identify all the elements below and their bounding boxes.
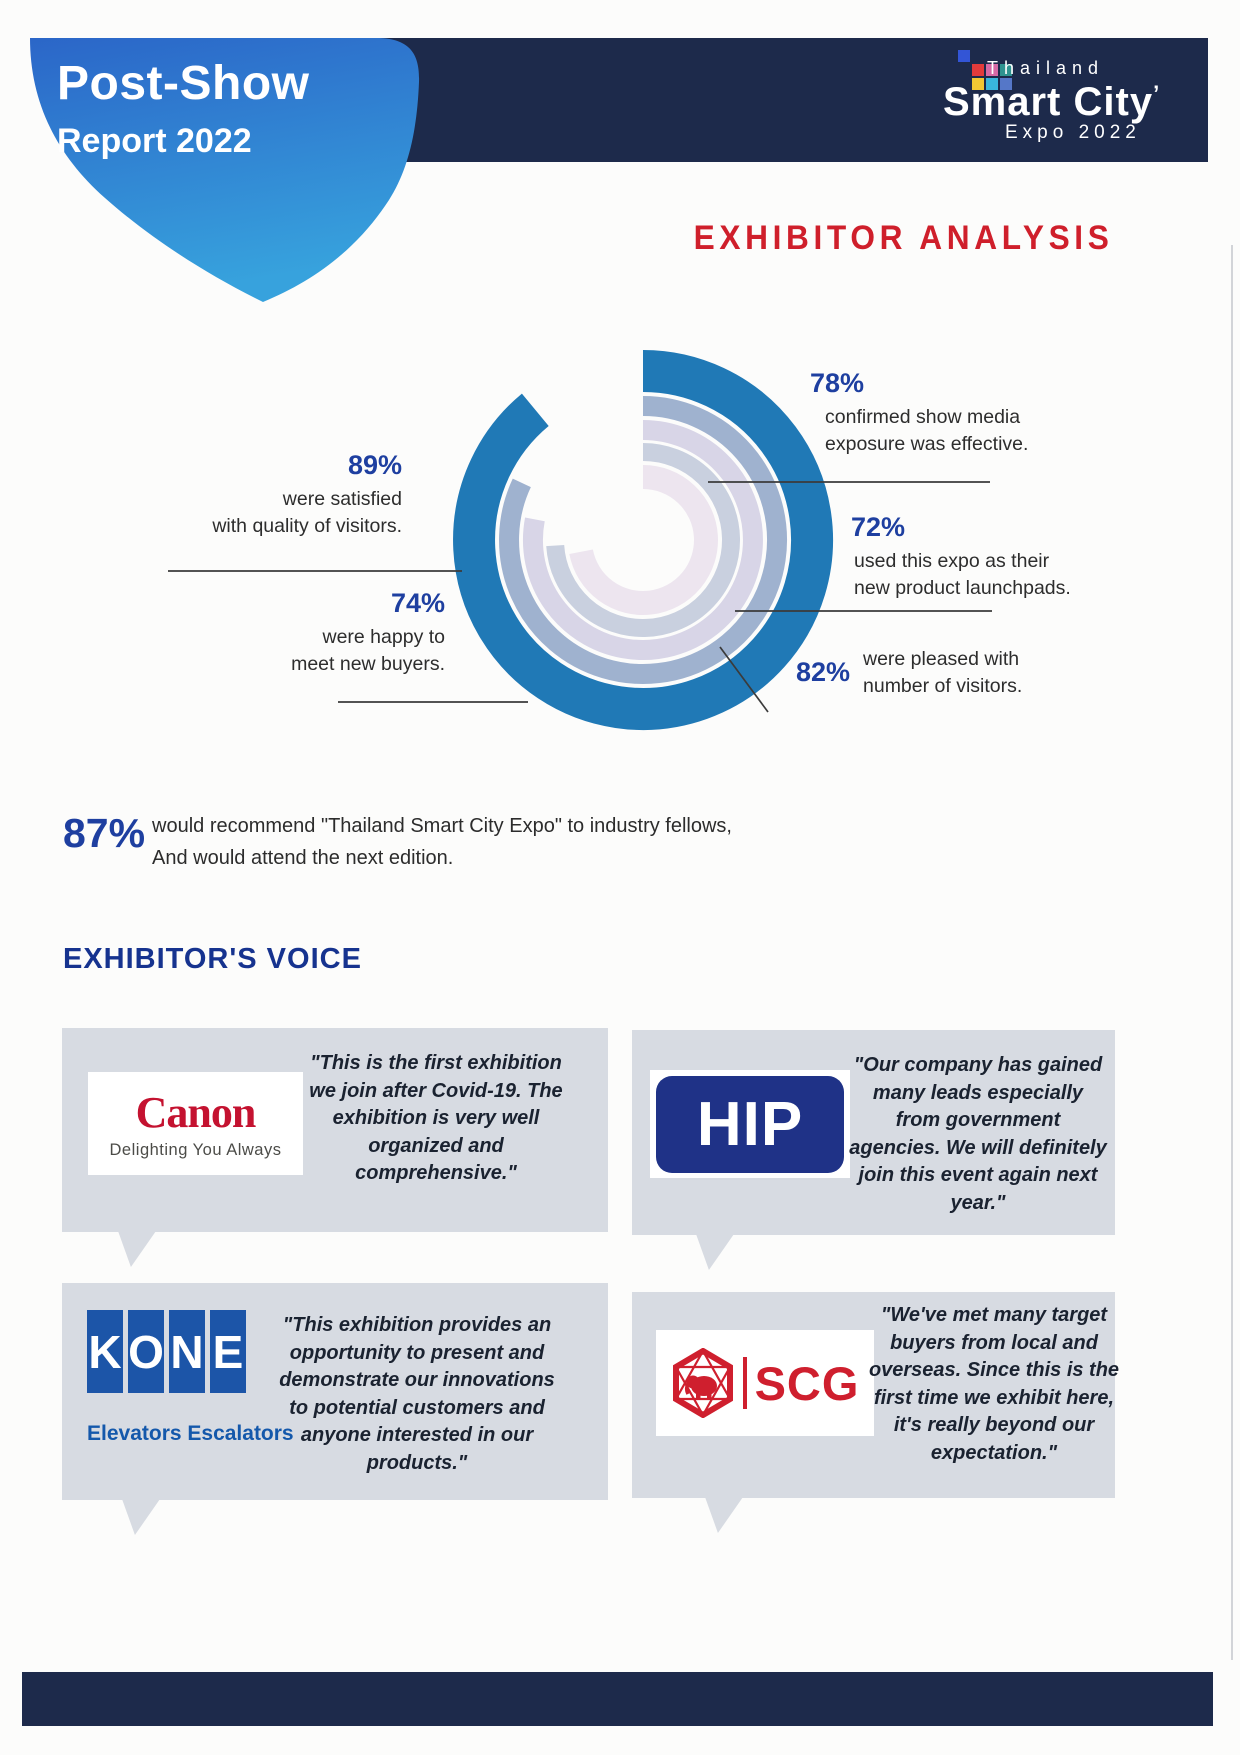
callout-89-percent: 89%: [347, 450, 402, 480]
canon-logo: [88, 1072, 303, 1175]
chart-ring-72: [581, 477, 706, 603]
hip-quote: "Our company has gained many leads especially from government agencies. We will definitely join this event again next year.": [849, 1054, 1107, 1214]
callout-89-line1: were satisfied: [282, 488, 402, 510]
callout-74: [228, 588, 445, 678]
kone-quote: "This exhibition provides an opportunity to present and demonstrate our innovations to potential customers and anyone interested in our products.": [279, 1314, 555, 1474]
summary-text: [152, 810, 812, 874]
callout-72-line1: used this expo as their: [854, 550, 1050, 572]
chart-ring-74: [555, 452, 731, 628]
kone-tagline: Elevators Escalators: [87, 1422, 294, 1445]
speech-tail: [705, 1497, 743, 1533]
report-subtitle: Report 2022: [57, 122, 252, 160]
footer-bar: [22, 1672, 1213, 1726]
scg-elephant-hexagon-icon: [671, 1348, 735, 1418]
chart-rings: [474, 371, 812, 709]
callout-89-line2: with quality of visitors.: [212, 514, 402, 537]
chart-ring-78: [533, 430, 753, 650]
section-heading-exhibitor-analysis: EXHIBITOR ANALYSIS: [693, 219, 1113, 257]
scg-wordmark: SCG: [754, 1356, 860, 1410]
callout-74-line1: were happy to: [322, 626, 445, 648]
callout-82-line2: number of visitors.: [863, 674, 1023, 697]
summary-percent: 87%: [63, 810, 146, 856]
speech-tail: [696, 1234, 734, 1270]
callout-72-line2: new product launchpads.: [854, 576, 1071, 599]
kone-letter-tile: K: [87, 1310, 123, 1393]
kone-letter-tile: O: [128, 1310, 164, 1393]
logo-smartcity-text: [943, 80, 1160, 125]
callout-82: [863, 646, 1063, 700]
callout-78: [810, 368, 1050, 458]
callout-78-line1: confirmed show media: [825, 406, 1021, 428]
callout-78-line2: exposure was effective.: [825, 432, 1029, 455]
callout-72-percent: 72%: [851, 512, 906, 542]
callout-line-82: [720, 647, 768, 712]
section-heading-exhibitors-voice: EXHIBITOR'S VOICE: [63, 943, 362, 975]
chart-ring-89: [474, 371, 812, 709]
pixel-square: [958, 50, 970, 62]
logo-expo-text: Expo 2022: [1005, 122, 1141, 143]
callout-82-line1: were pleased with: [863, 648, 1020, 670]
callout-74-line2: meet new buyers.: [291, 652, 445, 675]
scg-quote: "We've met many target buyers from local and overseas. Since this is the first time we exhibit here, it's really beyond our expectation.": [868, 1304, 1120, 1464]
kone-letter-tile: E: [210, 1310, 246, 1393]
canon-tagline: Delighting You Always: [109, 1141, 282, 1159]
expo-logo: [935, 44, 1195, 154]
canon-wordmark: Canon: [135, 1088, 256, 1137]
summary-line1: would recommend "Thailand Smart City Expo" to industry fellows,: [152, 815, 732, 837]
callout-89: [140, 450, 402, 540]
logo-tick: ’: [1153, 81, 1161, 106]
speech-tail: [122, 1499, 160, 1535]
logo-smartcity-word: Smart City: [943, 80, 1154, 124]
chart-ring-82: [509, 406, 777, 674]
hip-logo-rect: [656, 1076, 844, 1173]
scan-artifact-line: [1231, 245, 1233, 1660]
callout-74-percent: 74%: [390, 588, 445, 618]
kone-letter-tile: N: [169, 1310, 205, 1393]
scg-logo-divider: [743, 1357, 747, 1409]
callout-78-percent: 78%: [810, 368, 865, 398]
report-title: Post-Show: [57, 57, 310, 110]
summary-line2: And would attend the next edition.: [152, 847, 454, 869]
kone-logo: [87, 1310, 246, 1393]
logo-thailand-text: Thailand: [987, 58, 1105, 78]
canon-quote: "This is the first exhibition we join after Covid-19. The exhibition is very well organized and comprehensive.": [309, 1052, 563, 1185]
callout-72: [851, 512, 1091, 602]
scg-logo: [656, 1330, 874, 1436]
pixel-square: [972, 64, 984, 76]
speech-tail: [118, 1231, 156, 1267]
callout-82-percent: 82%: [796, 657, 851, 687]
hip-wordmark: HIP: [696, 1089, 804, 1159]
hip-logo: [650, 1070, 850, 1178]
